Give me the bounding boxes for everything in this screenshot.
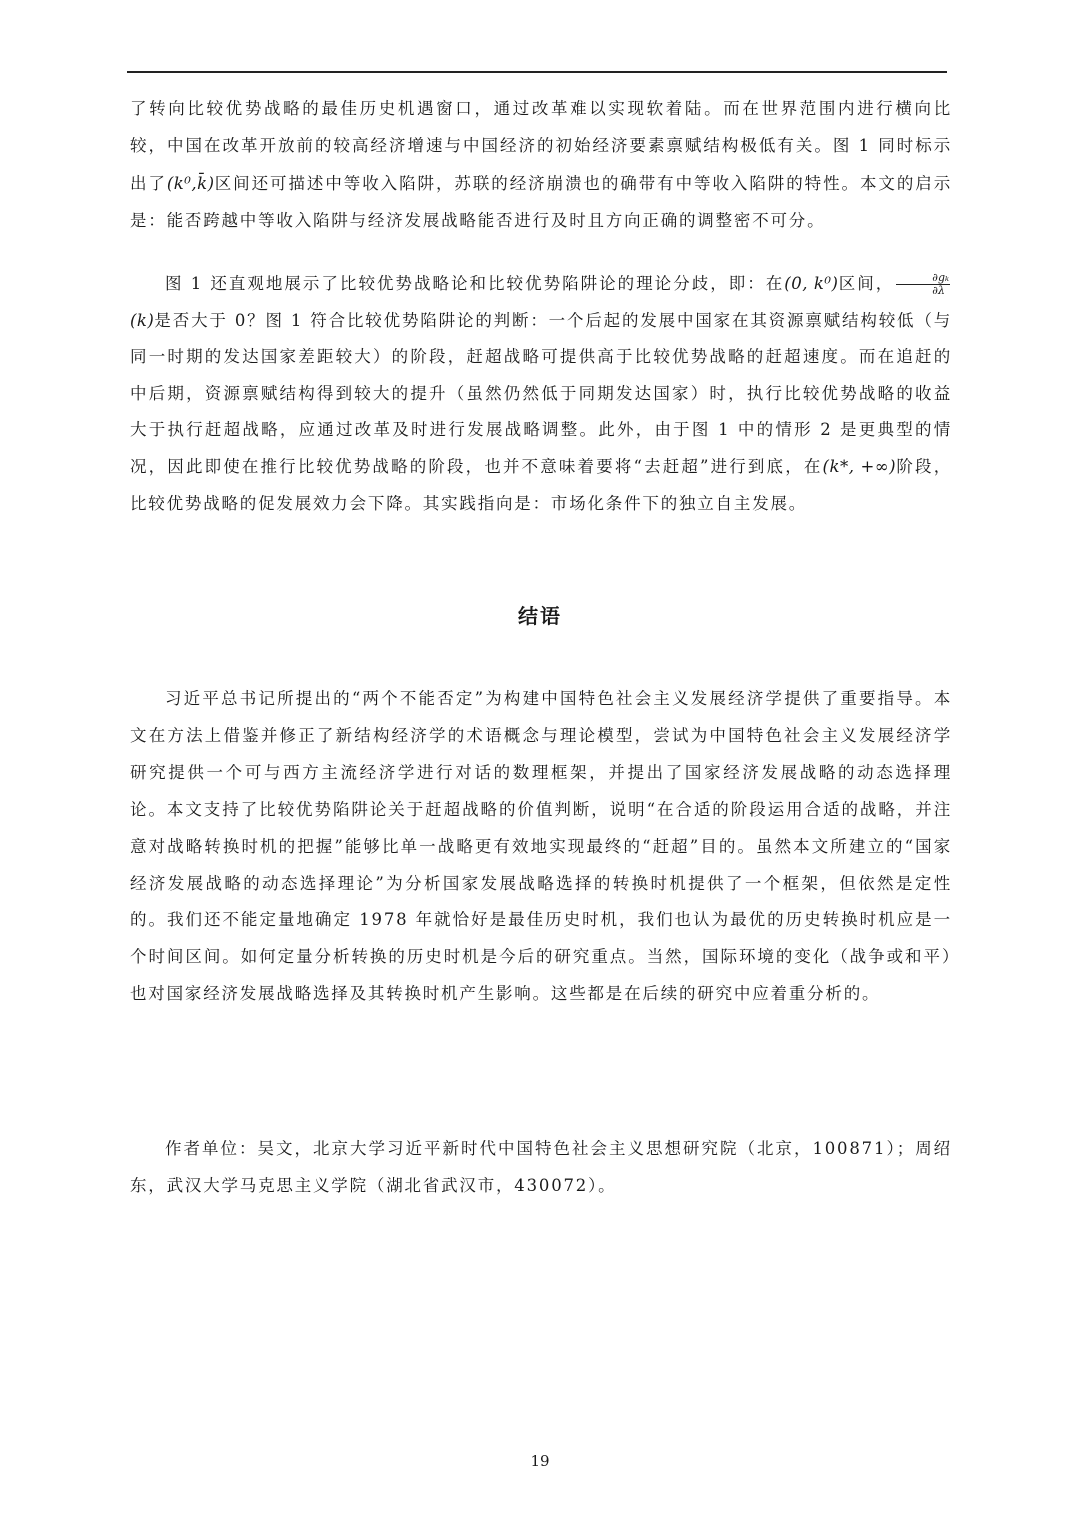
- paragraph-text: 作者单位：吴文，北京大学习近平新时代中国特色社会主义思想研究院（北京，100871）；周绍东，武汉大学马克思主义学院（湖北省武汉市，430072）。: [130, 1139, 952, 1195]
- paragraph-text: 区间还可描述中等收入陷阱，苏联的经济崩溃也的确带有中等收入陷阱的特性。本文的启示是：能否跨越中等收入陷阱与经济发展战略能否进行及时且方向正确的调整密不可分。: [130, 173, 952, 230]
- page-number: 19: [530, 1452, 550, 1470]
- paragraph-text: 阶段，比较优势战略的促发展效力会下降。其实践指向是：市场化条件下的独立自主发展。: [130, 456, 952, 513]
- fraction-numerator: ∂gₖ: [896, 272, 950, 285]
- body-paragraph-2: [130, 266, 952, 522]
- section-heading: 结语: [518, 604, 562, 628]
- paragraph-text: 是否大于 0？图 1 符合比较优势陷阱论的判断：一个后起的发展中国家在其资源禀赋结构较低（与同一时期的发达国家差距较大）的阶段，赶超战略可提供高于比较优势战略的赶超速度。而在追赶的中后期，资源禀赋结构得到较大的提升（虽然仍然低于同期发达国家）时，执行比较优势战略的收益大于执行赶超战略，应通过改革及时进行发展战略调整。此外，由于图 1 中的情形 2 是更典型的情况，因此即使在推行比较优势战略的阶段，也并不意味着要将“去赶超”进行到底，在: [130, 310, 952, 476]
- paragraph-text: 图 1 还直观地展示了比较优势战略论和比较优势陷阱论的理论分歧，即：在: [165, 274, 785, 293]
- math-interval-kstar-infinity: (k*, +∞): [822, 456, 897, 476]
- conclusion-paragraph: [130, 681, 952, 1013]
- paragraph-text: 了转向比较优势战略的最佳历史机遇窗口，通过改革难以实现软着陆。而在世界范围内进行横向比较，中国在改革开放前的较高经济增速与中国经济的初始经济要素禀赋结构极低有关。图 1 同时标示出了: [130, 99, 952, 193]
- math-function-arg: (k): [130, 310, 155, 330]
- paragraph-text: 习近平总书记所提出的“两个不能否定”为构建中国特色社会主义发展经济学提供了重要指导。本文在方法上借鉴并修正了新结构经济学的术语概念与理论模型，尝试为中国特色社会主义发展经济学研究提供一个可与西方主流经济学进行对话的数理框架，并提出了国家经济发展战略的动态选择理论。本文支持了比较优势陷阱论关于赶超战略的价值判断，说明“在合适的阶段运用合适的战略，并注意对战略转换时机的把握”能够比单一战略更有效地实现最终的“赶超”目的。虽然本文所建立的“国家经济发展战略的动态选择理论”为分析国家发展战略选择的转换时机提供了一个框架，但依然是定性的。我们还不能定量地确定 1978 年就恰好是最佳历史时机，我们也认为最优的历史转换时机应是一个时间区间。如何定量分析转换的历史时机是今后的研究重点。当然，国际环境的变化（战争或和平）也对国家经济发展战略选择及其转换时机产生影响。这些都是在后续的研究中应着重分析的。: [130, 689, 952, 1004]
- header-rule: [127, 71, 947, 73]
- author-affiliation: [130, 1130, 952, 1204]
- math-partial-fraction: [896, 272, 950, 297]
- fraction-denominator: ∂λ: [932, 284, 945, 297]
- paragraph-text: 区间，: [838, 274, 895, 293]
- math-interval-k0-kbar: (k⁰,k̄): [166, 173, 215, 193]
- math-interval-0-k0: (0, k⁰): [784, 274, 839, 293]
- body-paragraph-1: [130, 90, 952, 239]
